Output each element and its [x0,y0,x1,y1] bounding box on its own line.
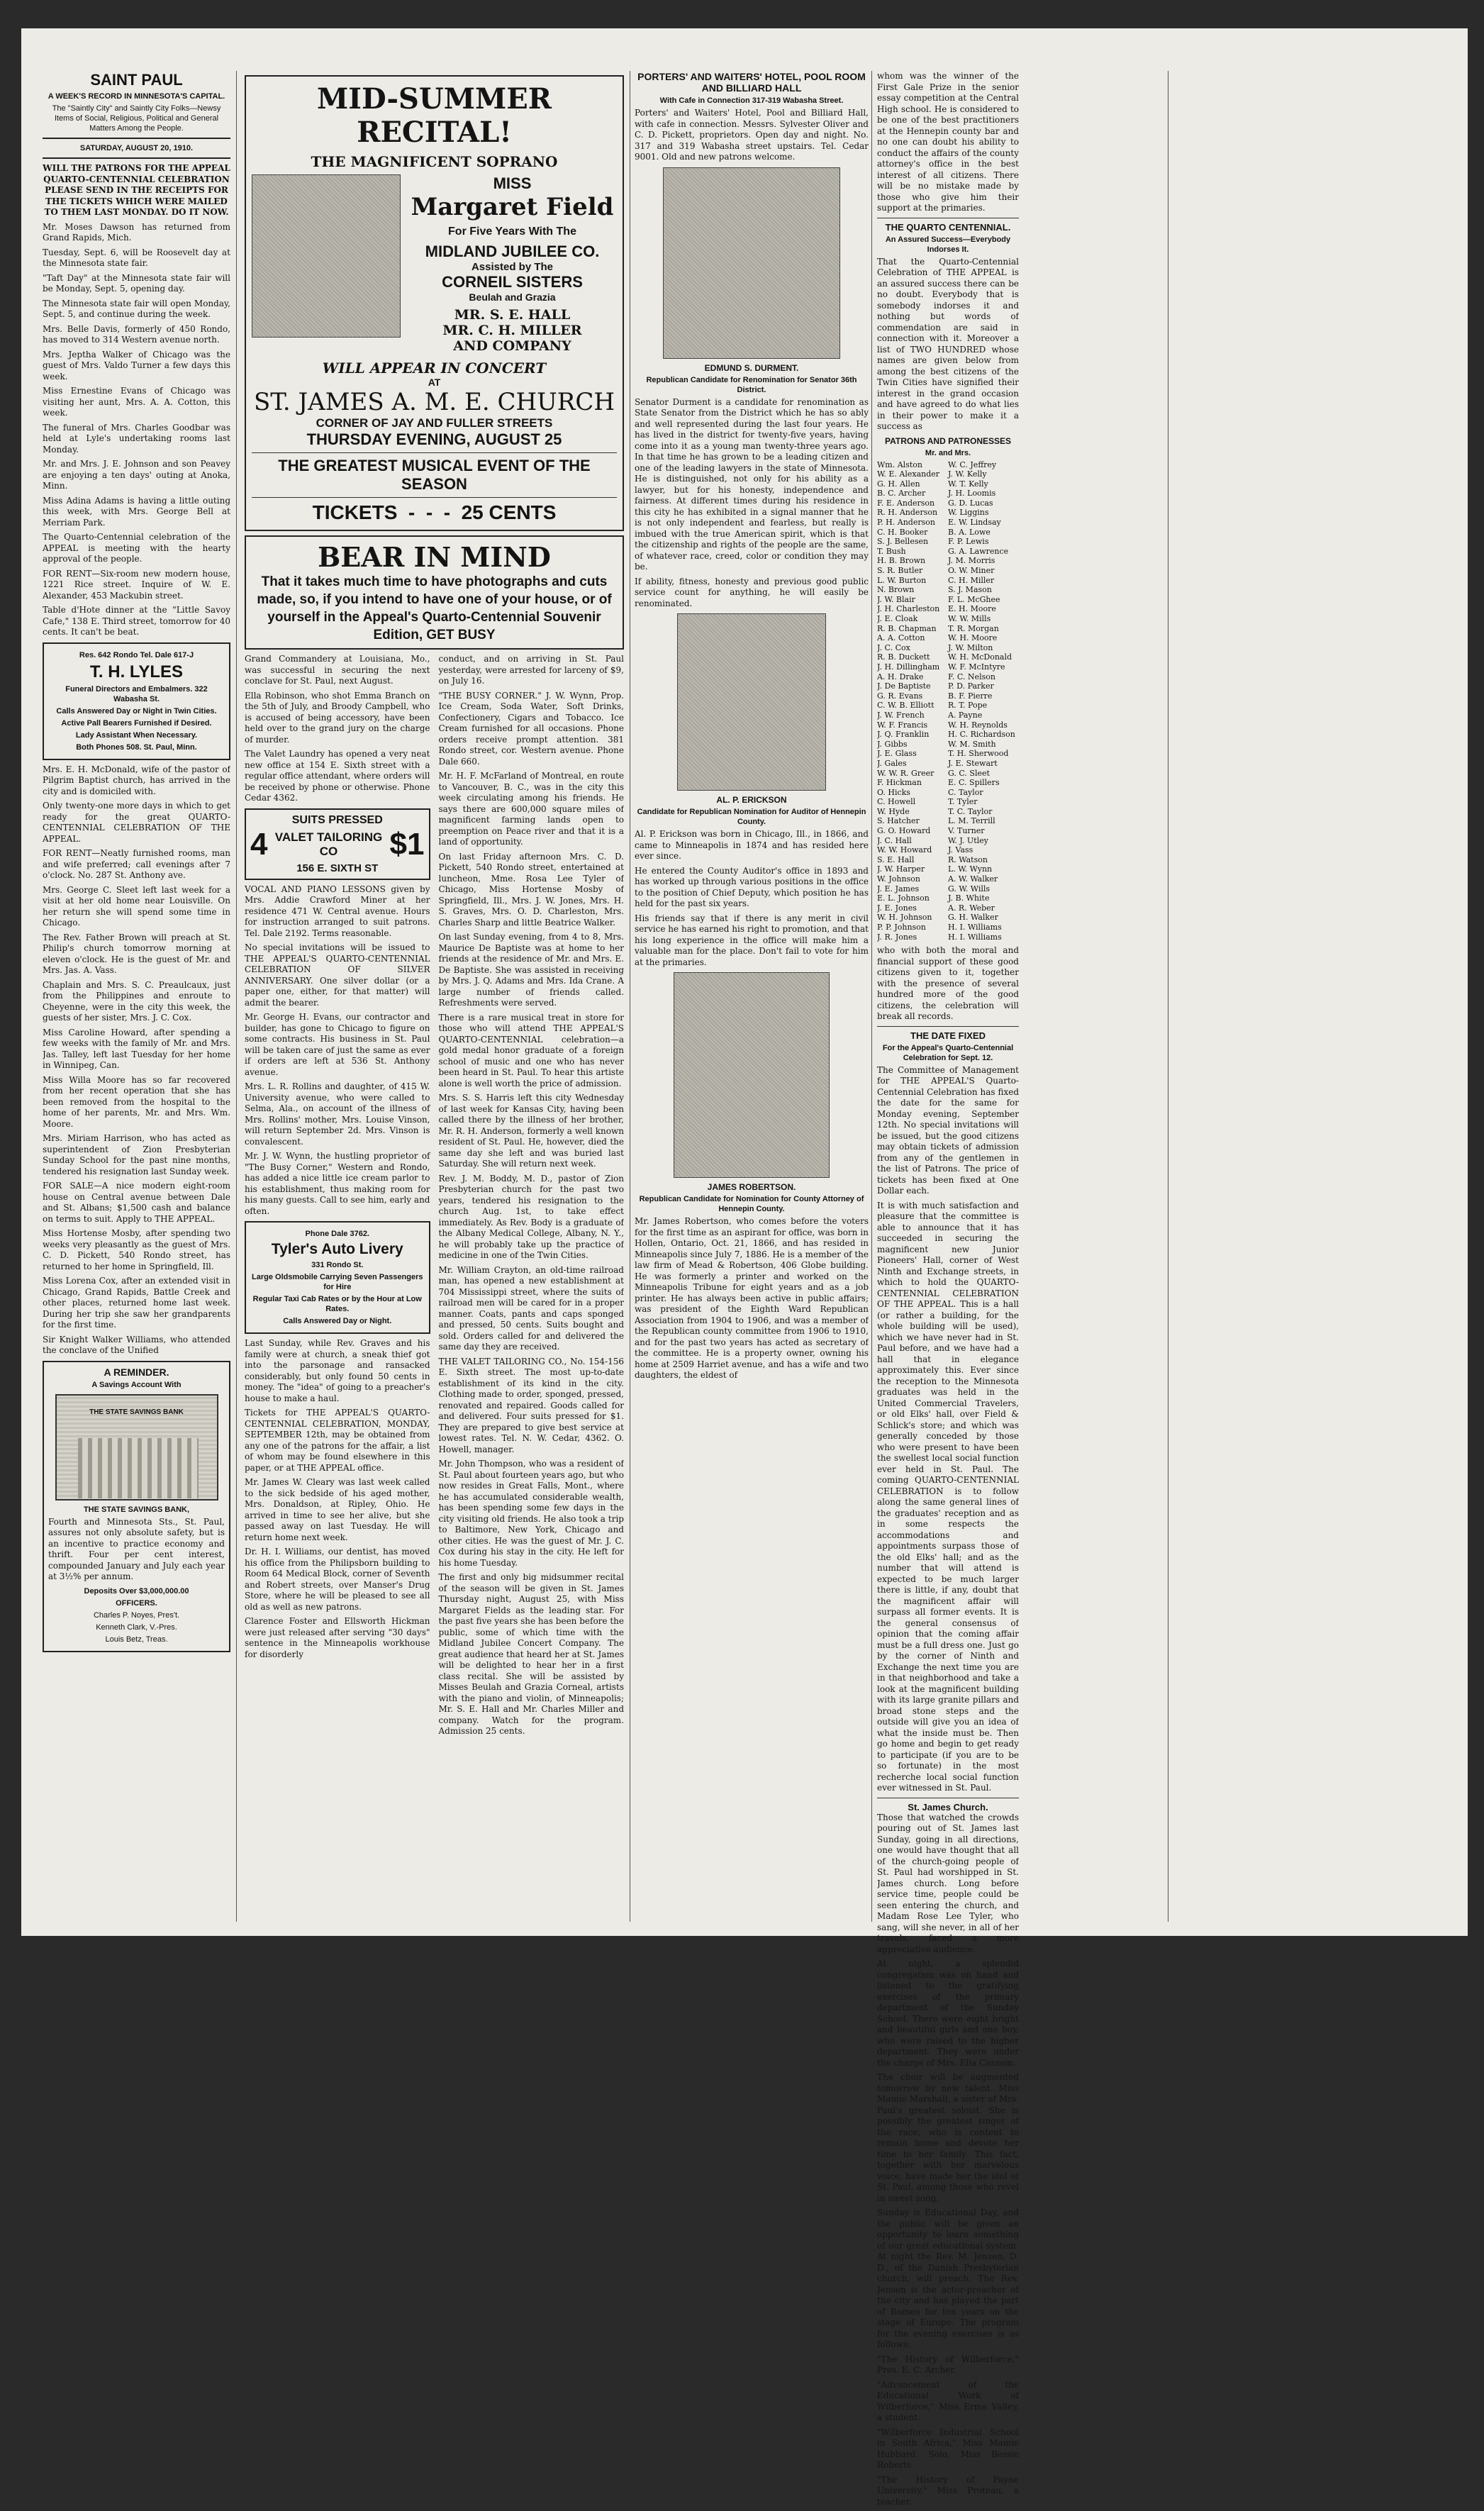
patron-name: F. P. Lewis [948,537,989,547]
bear-in-mind-ad [245,535,624,650]
news-item: There is a rare musical treat in store for those who will attend THE APPEAL'S QUARTO-CENTENNIAL celebration—a gold medal honor graduate of a foreign school of music and one who has never been heard in St. Paul. To hear this artiste alone is well worth the price of admission. [438,1012,624,1089]
photo-caption: AL. P. ERICKSON [716,795,787,805]
patron-name: J. Vass [948,845,973,855]
patron-name: C. H. Booker [877,527,928,537]
patron-name: Wm. Alston [877,460,922,469]
bank-officer: Louis Betz, Treas. [105,1635,168,1644]
bank-building-illustration [55,1394,218,1501]
column-quarto-centennial [877,71,1019,2511]
recital-performer: MR. C. H. MILLER [442,323,582,338]
news-item: Mr. George H. Evans, our contractor and builder, has gone to Chicago to figure on some contracts. His business in St. Paul will be taken care of just the same as ever if orders are left at 536 St. Anthony avenue. [245,1012,430,1077]
patron-name: O. W. Miner [948,566,995,576]
portrait-al-erickson [677,613,826,791]
news-item: FOR RENT—Six-room new modern house, 1221 Rice street. Inquire of W. E. Alexander, 453 Mackubin street. [43,568,230,601]
ad-line: Lady Assistant When Necessary. [75,730,198,740]
recital-event: THE GREATEST MUSICAL EVENT OF THE SEASON [278,457,591,493]
article-subhead: With Cafe in Connection 317-319 Wabasha Street. [659,96,844,105]
patron-name: W. H. Reynolds [948,720,1008,730]
ad-number: 4 [250,826,268,862]
patron-name: E. L. Johnson [877,893,930,903]
article-headline: THE QUARTO CENTENNIAL. [885,221,1011,233]
patron-name: J. H. Dillingham [877,662,940,672]
bank-ad [43,1361,230,1652]
patron-name: W. H. McDonald [948,652,1012,662]
portrait-james-robertson [674,972,830,1178]
patron-name: T. Tyler [948,797,978,807]
patron-name: W. T. Kelly [948,479,988,489]
article-subhead: Republican Candidate for Renomination for Senator 36th District. [646,375,857,394]
article-text: Sunday is Educational Day, and the public will be given an opportunity to learn something of our great educational system. At night the Rev. M. Jensen, D. D., of the Danish Presbyterian church, will preach. The Rev. Jensen is the actor-preacher of the city and has played the part of Romeo for ten years on the stage of Europe. The program for the evening exercises is as follows: [877,2207,1019,2350]
column-saint-paul [43,71,230,1657]
patron-name: J. Gales [877,758,907,768]
article-text: The choir will be augmented tomorrow by new talent. Miss Mamie Marshall, a sister of Mrs. Paul's greatest soloist. She is possibly the greatest singer of the race, who is content to remain home and devote her time to her family. This fact, together with her marvelous voice, have made her the idol of St. Paul, among those who revel in sweet song. [877,2072,1019,2203]
ad-name: Tyler's Auto Livery [271,1241,403,1257]
recital-sisters-names: Beulah and Grazia [469,291,556,303]
news-item: Mrs. Belle Davis, formerly of 450 Rondo, has moved to 314 Western avenue north. [43,323,230,345]
patron-name: F. E. Anderson [877,498,935,508]
news-item: Mrs. L. R. Rollins and daughter, of 415 W. University avenue, who were called to Selma, Ala., on account of the illness of Mrs. Rollins' mother, Mrs. Louise Vinson, will return September 2d. Mrs. Vinson is convalescent. [245,1081,430,1147]
news-item: Mr. John Thompson, who was a resident of St. Paul about fourteen years ago, but who now resides in Great Falls, Mont., where he has accumulated considerable wealth, has been spending some few days in the city visiting old friends. He also took a trip to Baltimore, New York, Chicago and other cities. He was the guest of Mr. J. C. Cox during his stay in the city. He left for his home Tuesday. [438,1459,624,1568]
patron-name: L. M. Terrill [948,816,995,826]
patron-name: G. H. Walker [948,913,998,923]
news-item: Mr. H. F. McFarland of Montreal, en route to Vancouver, B. C., was in the city this week circulating among his friends. He says there are 600,000 square miles of magnificent farming lands open to preemption on Peace river and that it is a land of opportunity. [438,771,624,847]
patron-name: J. Gibbs [877,739,908,749]
ad-address: 331 Rondo St. [311,1261,364,1269]
patron-name: S. Hatcher [877,816,920,826]
patron-name: F. C. Nelson [948,672,995,681]
patron-name: W. Hyde [877,806,910,816]
article-headline: St. James Church. [908,1801,988,1813]
patron-name: G. R. Evans [877,691,923,701]
recital-sisters: CORNEIL SISTERS [442,273,583,291]
news-item: On last Sunday evening, from 4 to 8, Mrs. Maurice De Baptiste was at home to her friends at the residence of Mr. and Mrs. E. De Baptiste. She was assisted in receiving by Mrs. J. Q. Adams and Mrs. Ida Crane. A large number of friends called. Refreshments were served. [438,932,624,1008]
news-item: "THE BUSY CORNER." J. W. Wynn, Prop. Ice Cream, Soda Water, Soft Drinks, Confectionery, Cigars and Tobacco. Ice Cream furnished for all occasions. Phone orders receive prompt attention. 381 Rondo street, cor. Western avenue. Phone Dale 660. [438,690,624,767]
portrait-edmund-durment [663,167,840,359]
article-text: He entered the County Auditor's office in 1893 and has worked up through various positions in the office to the position of Chief Deputy, which position he has held for the past six years. [635,865,869,908]
news-item: The first and only big midsummer recital of the season will be given in St. James Thursday night, August 25, with Miss Margaret Fields as the leading star. For the past five years she has been before the public, some of which time with the Midland Jubilee Concert Company. The great audience that heard her at St. James will be delighted to hear her in a first class recital. She will be assisted by Misses Beulah and Grazia Corneal, artists with the piano and violin, of Minneapolis; Mr. S. E. Hall and Mr. Charles Miller and company. Watch for the program. Admission 25 cents. [438,1572,624,1736]
article-text: "Advancement of the Educational Work of Wilberforce," Miss Erma Valley, a student. [877,2379,1019,2423]
section-description: The "Saintly City" and Saintly City Folks—Newsy Items of Social, Religious, Political and General Matters Among the People. [52,104,221,133]
news-item: Tuesday, Sept. 6, will be Roosevelt day at the Minnesota state fair. [43,247,230,268]
patron-name: T. H. Sherwood [948,749,1009,759]
news-item: No special invitations will be issued to THE APPEAL'S QUARTO-CENTENNIAL CELEBRATION OF SILVER ANNIVERSARY. One silver dollar (or a paper one, either, for that matter) will admit the bearer. [245,942,430,1008]
article-text: His friends say that if there is any merit in civil service he has earned his right to promotion, and that his long experience in the office will make him a valuable man for the place. Don't fail to vote for him at the primaries. [635,913,869,967]
patron-name: S. J. Bellesen [877,537,929,547]
patron-name: A. Payne [948,710,983,720]
news-item: Mr. and Mrs. J. E. Johnson and son Peavey are enjoying a ten days' outing at Anoka, Minn. [43,459,230,491]
patron-name: H. C. Richardson [948,730,1015,740]
photo-caption: EDMUND S. DURMENT. [704,362,799,373]
ad-line: SUITS PRESSED [291,813,383,826]
patron-name: W. M. Smith [948,739,996,749]
news-item: Clarence Foster and Ellsworth Hickman were just released after serving "30 days" sentence in the Minneapolis workhouse for disorderly [245,1616,430,1659]
patron-name: C. H. Miller [948,575,995,585]
news-item: Miss Adina Adams is having a little outing this week, with Mrs. George Bell at Merriam Park. [43,495,230,528]
news-item: Sir Knight Walker Williams, who attended the conclave of the Unified [43,1334,230,1355]
recital-venue: ST. JAMES A. M. E. CHURCH [253,388,615,416]
patrons-list [877,460,1019,942]
recital-company: MIDLAND JUBILEE CO. [425,243,600,260]
bank-text: Fourth and Minnesota Sts., St. Paul, assures not only absolute safety, but is an incentive to practice economy and thrift. Four per cent interest, compounded January and July each year at 3½% per annum. [48,1516,225,1581]
news-item: Miss Caroline Howard, after spending a few weeks with the family of Mr. and Mrs. Jas. Talley, left last Tuesday for her home in Winnipeg, Can. [43,1027,230,1070]
patrons-subhead: Mr. and Mrs. [925,448,971,457]
ad-phone: Phone Dale 3762. [305,1230,369,1238]
patron-name: W. Johnson [877,874,920,884]
patron-name: W. C. Jeffrey [948,460,997,469]
column-candidates [635,71,869,1385]
patron-name: J. W. Milton [948,642,993,652]
tyler-auto-livery-ad [245,1221,430,1334]
news-item: VOCAL AND PIANO LESSONS given by Mrs. Addie Crawford Miner at her residence 471 W. Central avenue. Hours for instruction arranged to suit patrons. Tel. Dale 2192. Terms reasonable. [245,884,430,938]
lyles-ad [43,642,230,760]
portrait-margaret-field [252,174,401,338]
recital-years: For Five Years With The [448,226,576,238]
issue-date: SATURDAY, AUGUST 20, 1910. [79,144,194,152]
article-text: It is with much satisfaction and pleasure that the committee is able to announce that it has succeeded in securing the magnificent new Junior Pioneers' Hall, corner of West Ninth and Exchange streets, in which to hold the QUARTO-CENTENNIAL CELEBRATION OF THE APPEAL. This is a hall (or rather a building, for the whole building will be used), which we have never had in St. Paul before, and we have had a hall that in elegance approximately this. Ever since the reception to the Minnesota graduates was held in the United Commercial Travelers, or old Elks' hall, over Field & Schlick's store; and which was generally conceded by those who were present to have been the swellest local social function ever held in St. Paul. The coming QUARTO-CENTENNIAL CELEBRATION is to follow along the same general lines of the graduates' reception and as in some respects the accommodations and appointments surpass those of the old Elks' hall; and as the number that will attend is expected to be much larger there is little, if any, doubt that the magnificent affair will surpass all former events. It is the general consensus of opinion that the coming affair must be a full dress one. Just go by the corner of Ninth and Exchange the next time you are in that neighborhood and take a look at the magnificent building with its large granite pillars and broad stone steps and the outside will give you an idea of what the inside must be. Then go home and begin to get ready to participate (if you are to be so fortunate) in the most recherche local social function ever witnessed in St. Paul. [877,1200,1019,1793]
patron-name: A. A. Cotton [877,633,925,643]
recital-at: AT [428,377,441,388]
patron-name: W. H. Johnson [877,913,932,923]
patron-name: C. W. B. Elliott [877,701,935,711]
news-item: On last Friday afternoon Mrs. C. D. Pickett, 540 Rondo street, entertained at luncheon, Mme. Rosa Lee Tyler of Chicago, Miss Hortense Mosby of Springfield, Ill., Mrs. J. W. Jones, Mrs. H. S. Graves, Mrs. O. D. Charleston, Mrs. Charles Sharp and little Beatrice Walker. [438,851,624,928]
news-item: conduct, and on arriving in St. Paul yesterday, were arrested for larceny of $9, on July 16. [438,654,624,686]
news-item: Tickets for THE APPEAL'S QUARTO-CENTENNIAL CELEBRATION, MONDAY, SEPTEMBER 12th, may be obtained from any one of the patrons for the affair, a list of whom may be found elsewhere in this paper, or at THE APPEAL office. [245,1408,430,1473]
news-item: The Valet Laundry has opened a very neat new office at 154 E. Sixth street with a regular office attendant, where orders will be received by phone or otherwise. Phone Cedar 4362. [245,749,430,803]
ad-name: VALET TAILORING CO [274,830,383,858]
section-subtitle: A WEEK'S RECORD IN MINNESOTA'S CAPITAL. [48,92,225,101]
ad-subtitle: A Savings Account With [91,1380,182,1389]
patron-name: J. C. Cox [877,642,910,652]
patron-name: J. B. White [948,893,990,903]
column-recital [245,71,624,1741]
patron-name: P. D. Parker [948,681,994,691]
patron-name: J. E. James [877,884,920,893]
recital-appear: WILL APPEAR IN CONCERT [322,360,547,377]
patron-name: R. H. Anderson [877,508,938,518]
patron-name: G. C. Sleet [948,768,990,778]
patrons-column [948,460,1019,942]
patron-name: J. H. Loomis [948,489,996,499]
ad-line: Calls Answered Day or Night. [283,1317,392,1325]
news-item: The funeral of Mrs. Charles Goodbar was held at Lyle's undertaking rooms last Monday. [43,422,230,455]
patron-name: N. Brown [877,585,915,595]
patron-name: J. W. Harper [877,864,925,874]
patron-name: J. E. Jones [877,903,917,913]
article-subhead: An Assured Success—Everybody Indorses It. [885,235,1011,254]
patron-name: E. H. Moore [948,604,996,614]
patron-name: F. Hickman [877,778,922,788]
article-text: "The History of Wilberforce," Pres. E. C. Archer. [877,2354,1019,2376]
patron-name: S. R. Butler [877,566,923,576]
patron-name: J. Q. Franklin [877,730,930,740]
patron-name: P. P. Johnson [877,923,926,932]
patron-name: H. I. Williams [948,932,1002,942]
article-text: whom was the winner of the First Gale Prize in the senior essay competition at the Central High school. He is considered to be one of the best practitioners at the Hennepin county bar and no one can doubt his ability to conduct the affairs of the county attorney's office in the best interest of all citizens. There will be no mistake made by those who give him their support at the primaries. [877,71,1019,213]
patron-name: W. H. Moore [948,633,998,643]
article-text: "Wilberforce Industrial School in South Africa," Miss Mamie Hubbard. Solo, Miss Bessie Roberts. [877,2427,1019,2471]
patron-name: H. I. Williams [948,923,1002,932]
article-text: Mr. James Robertson, who comes before the voters for the first time as an aspirant for office, was born in Hollen, Ontario, Oct. 21, 1866, and has resided in Minneapolis since July 7, 1886. He is a member of the law firm of Mead & Robertson, 406 Globe building. He was formerly a printer and worked on the Minneapolis Tribune for eight years and as a job printer. He has always been active in public affairs; was president of the Eighth Ward Republican Association from 1904 to 1906, and was a member of the Republican county committee from 1906 to 1910, and for the past two years has acted as secretary of the committee. He is a property owner, owning his home at 2509 Harriet avenue, and has a wife and two daughters, the eldest of [635,1216,869,1380]
news-item: Mrs. E. H. McDonald, wife of the pastor of Pilgrim Baptist church, has arrived in the city and is domiciled with. [43,764,230,796]
article-text: who with both the moral and financial support of these good citizens given to it, together with the presence of several hundred more of the good citizens, the celebration will break all records. [877,945,1019,1022]
patron-name: W. F. McIntyre [948,662,1005,672]
news-item: Only twenty-one more days in which to get ready for the great QUARTO-CENTENNIAL CELEBRATION OF THE APPEAL. [43,801,230,844]
article-text: If ability, fitness, honesty and previous good public service count for anything, he will easily be renominated. [635,576,869,608]
recital-ad [245,75,624,531]
news-item: Mrs. George C. Sleet left last week for a visit at her old home near Louisville. On her return she will spend some time in Chicago. [43,884,230,928]
patron-name: W. E. Alexander [877,469,940,479]
patron-name: J. E. Cloak [877,614,918,623]
news-item: Ella Robinson, who shot Emma Branch on the 5th of July, and Broody Campbell, who is accused of being accessory, have been held over to the grand jury on the charge of murder. [245,690,430,745]
column-rule [871,71,872,1922]
bank-name: THE STATE SAVINGS BANK, [83,1505,190,1514]
valet-tailoring-ad [245,808,430,880]
news-item: The Minnesota state fair will open Monday, Sept. 5, and continue during the week. [43,298,230,319]
news-item: THE VALET TAILORING CO., No. 154-156 E. Sixth street. The most up-to-date establishment of its kind in the city. Clothing made to order, sponged, pressed, renovated and repaired. Goods called for and delivered. Four suits pressed for $1. They are prepared to give best service at lowest rates. Tel. N. W. Cedar, 4362. O. Howell, manager. [438,1356,624,1454]
news-item: The Rev. Father Brown will preach at St. Philip's church tomorrow morning at eleven o'clock. He is the guest of Mr. and Mrs. Jas. A. Vass. [43,932,230,975]
bank-officer: Kenneth Clark, V.-Pres. [96,1622,177,1632]
news-item: Miss Hortense Mosby, after spending two weeks very pleasantly as the guest of Mrs. C. D. Pickett, 540 Rondo street, has returned to her home in Springfield, Ill. [43,1228,230,1271]
bear-title: BEAR IN MIND [318,541,551,573]
news-item: FOR RENT—Neatly furnished rooms, man and wife preferred; call evenings after 7 o'clock. No. 287 St. Anthony ave. [43,848,230,880]
photo-caption: JAMES ROBERTSON. [707,1182,796,1192]
patron-name: P. H. Anderson [877,518,935,528]
ad-line: Active Pall Bearers Furnished if Desired. [61,718,212,728]
news-item: FOR SALE—A nice modern eight-room house on Central avenue between Dale and St. Albans; $1,500 cash and balance on terms to suit. Apply to THE APPEAL. [43,1181,230,1224]
article-subhead: Republican Candidate for Nomination for County Attorney of Hennepin County. [639,1195,864,1213]
news-item: Mr. Moses Dawson has returned from Grand Rapids, Mich. [43,221,230,243]
patron-name: L. W. Wynn [948,864,993,874]
article-text: At night, a splendid congregation was on hand and listened to the gratifying exercises of the primary department of the Sunday School. There were eight bright and beautiful girls and one boy, who were raised to the higher department. They were under the charge of Mrs. Ella Cannon. [877,1959,1019,2068]
recital-title: MID-SUMMER RECITAL! [316,82,552,149]
patron-name: J. E. Glass [877,749,917,759]
patron-name: W. Liggins [948,508,989,518]
patron-name: F. L. McGhee [948,594,1000,604]
ad-line: Regular Taxi Cab Rates or by the Hour at Low Rates. [252,1295,422,1313]
news-item: Mr. J. W. Wynn, the hustling proprietor of "The Busy Corner," Western and Rondo, has added a nice little ice cream parlor to his establishment, thus making room for his many guests. Call to see him, early and often. [245,1151,430,1216]
article-headline: PORTERS' AND WAITERS' HOTEL, POOL ROOM AND BILLIARD HALL [637,71,866,94]
section-title: SAINT PAUL [90,71,183,89]
patron-name: G. H. Allen [877,479,920,489]
recital-soprano: THE MAGNIFICENT SOPRANO [311,153,558,170]
patron-name: V. Turner [948,826,985,836]
recital-date: THURSDAY EVENING, AUGUST 25 [306,430,562,448]
patron-name: W. J. Utley [948,835,988,845]
article-text: Those that watched the crowds pouring out of St. James last Sunday, going in all directions, one would have thought that all of the church-going people of St. Paul had worshipped in St. James church. Long before service time, people could be seen entering the church, and Madam Rose Lee Tyler, who sang, will she never, in all of her travels, faced a more appreciative audience. [877,1812,1019,1954]
news-item: Grand Commandery at Louisiana, Mo., was successful in securing the next conclave for St. Paul, next August. [245,654,430,686]
recital-assisted: Assisted by The [471,261,554,273]
patrons-heading: PATRONS AND PATRONESSES [884,435,1011,446]
patron-name: J. E. Stewart [948,758,998,768]
patrons-column [877,460,948,942]
recital-corner: CORNER OF JAY AND FULLER STREETS [316,416,553,430]
recital-performer: AND COMPANY [453,338,571,354]
patron-name: A. H. Drake [877,672,924,681]
ad-line: Funeral Directors and Embalmers. 322 Wabasha St. [65,684,208,703]
news-item: Miss Ernestine Evans of Chicago was visiting her aunt, Mrs. A. A. Cotton, this week. [43,386,230,418]
patron-name: G. W. Wills [948,884,991,893]
patron-name: C. Taylor [948,787,983,797]
patron-name: J. W. Kelly [948,469,987,479]
patron-name: J. W. Blair [877,594,915,604]
patron-name: G. A. Lawrence [948,546,1009,556]
bank-sign: THE STATE SAVINGS BANK [89,1408,184,1416]
news-item: Rev. J. M. Boddy, M. D., pastor of Zion Presbyterian church for the past two years, tendered his resignation to the church Aug. 1st, to take effect immediately. As Rev. Body is a graduate of the Albany Medical College, Albany, N. Y., he will probably take up the practice of medicine in one of the Twin Cities. [438,1173,624,1260]
patron-name: W. W. R. Greer [877,768,935,778]
patron-name: A. R. Weber [948,903,995,913]
column-rule [236,71,237,1922]
patron-name: B. A. Lowe [948,527,991,537]
recital-name: Margaret Field [411,193,614,221]
bank-officer: Charles P. Noyes, Pres't. [93,1610,180,1620]
news-item: Mr. William Crayton, an old-time railroad man, has opened a new establishment at 704 Mississippi street, where the suits of railroad men will be cared for in a proper manner. Coats, pants and caps sponged and pressed, 50 cents. Suits bought and sold. Orders called for and delivered the same day they are received. [438,1264,624,1352]
patron-name: T. Bush [877,546,906,556]
article-headline: THE DATE FIXED [910,1030,986,1041]
patron-name: B. F. Pierre [948,691,993,701]
news-item: Dr. H. I. Williams, our dentist, has moved his office from the Philipsborn building to Room 64 Medical Block, corner of Seventh and Robert streets, over Manser's Drug Store, where he will be pleased to see all old as well as new patrons. [245,1547,430,1612]
patron-name: R. B. Chapman [877,623,937,633]
bear-text: That it takes much time to have photographs and cuts made, so, if you intend to have one of your house, or of yourself in the Appeal's Quarto-Centennial Souvenir Edition, GET BUSY [257,574,612,642]
patron-name: A. W. Walker [948,874,998,884]
article-text: Porters' and Waiters' Hotel, Pool and Billiard Hall, with cafe in connection. Messrs. Sylvester Oliver and C. D. Pickett, proprietors. Open day and night. No. 317 and 319 Wabasha street upstairs. Tel. Cedar 9001. Old and new patrons welcome. [635,108,869,162]
patron-name: R. T. Pope [948,701,988,711]
patron-name: S. E. Hall [877,854,915,864]
patron-name: G. D. Lucas [948,498,993,508]
recital-tickets: TICKETS - - - 25 CENTS [312,501,557,523]
patron-name: H. B. Brown [877,556,926,566]
patron-name: C. Howell [877,797,916,807]
patron-name: S. J. Mason [948,585,992,595]
news-item: Chaplain and Mrs. S. C. Preaulcaux, just from the Philippines and enroute to Cheyenne, were in the city this week, the guests of her sister, Mrs. J. C. Cox. [43,979,230,1023]
patron-name: R. Watson [948,854,988,864]
ad-name: T. H. LYLES [89,662,184,681]
patron-name: T. C. Taylor [948,806,993,816]
news-item: Last Sunday, while Rev. Graves and his family were at church, a sneak thief got into the parsonage and ransacked considerably, but only found 50 cents in money. The "idea" of going to a preacher's house to make a haul. [245,1338,430,1403]
bank-officers-title: OFFICERS. [116,1598,157,1608]
recital-miss: MISS [493,174,532,192]
patron-name: W. W. Howard [877,845,932,855]
patron-name: R. B. Duckett [877,652,930,662]
patron-name: J. M. Morris [948,556,995,566]
patron-name: G. O. Howard [877,826,931,836]
news-item: Mrs. Miriam Harrison, who has acted as superintendent of Zion Presbyterian Sunday School for the past nine months, tendered his resignation last Sunday week. [43,1133,230,1176]
patron-name: L. W. Burton [877,575,927,585]
ad-phones: Res. 642 Rondo Tel. Dale 617-J [79,650,194,659]
article-text: Al. P. Erickson was born in Chicago, Ill., in 1866, and came to Minneapolis in 1874 and has resided here ever since. [635,829,869,861]
news-item: "Taft Day" at the Minnesota state fair will be Monday, Sept. 5, opening day. [43,272,230,294]
patron-name: J. R. Jones [877,932,917,942]
patron-name: J. H. Charleston [877,604,940,614]
news-item: Mrs. S. S. Harris left this city Wednesday of last week for Kansas City, having been called there by the illness of her brother, Mr. R. H. Anderson, formerly a well known resident of St. Paul. He, however, died the same day she left and was buried last Saturday. She will return next week. [438,1093,624,1169]
ad-line: Large Oldsmobile Carrying Seven Passengers for Hire [252,1273,423,1291]
article-text: Senator Durment is a candidate for renomination as State Senator from the District which he has so ably and well represented during the last four years. He has lived in the district for twenty-five years, having come into it as a young man twenty-three years ago. In that time he has grown to be a leading citizen and one of the leading lawyers in the state of Minnesota. He is distinguished, not only for his ability as a lawyer, but for his honesty, independence and fairness. At different times during his residence in this city he has exhibited in a signal manner that he is not only independent and fearless, but really is imbued with the true American spirit, which is that the citizenship and rights of the people are the same, of whatever race, creed, color or condition they may be. [635,396,869,572]
bank-deposits: Deposits Over $3,000,000.00 [84,1586,189,1596]
news-item: Table d'Hote dinner at the "Little Savoy Cafe," 138 E. Third street, tomorrow for 40 cents. It can't be beat. [43,605,230,637]
news-item: Miss Lorena Cox, after an extended visit in Chicago, Grand Rapids, Battle Creek and other places, returned home last week. During her trip she saw her grandparents for the first time. [43,1276,230,1330]
recital-performer: MR. S. E. HALL [454,307,571,323]
news-item: Mr. James W. Cleary was last week called to the sick bedside of his aged mother, Mrs. Donaldson, at Ripley, Ohio. He arrived in time to see her alive, but she passed away on last Tuesday. He will return home next week. [245,1477,430,1542]
article-text: The Committee of Management for THE APPEAL'S Quarto-Centennial Celebration has fixed the date for the same for Monday evening, September 12th. No special invitations will be issued, but the good citizens may obtain tickets of admission from any of the gentlemen in the list of Patrons. The price of tickets has been fixed at One Dollar each. [877,1064,1019,1196]
ad-title: A REMINDER. [104,1366,169,1378]
article-text: "The History of Payne University," Miss Proteau, a teacher. [877,2474,1019,2507]
news-item: The Quarto-Centennial celebration of the APPEAL is meeting with the hearty approval of the people. [43,532,230,564]
patron-name: E. C. Spillers [948,778,1000,788]
patron-name: W. F. Francis [877,720,928,730]
patron-name: J. W. French [877,710,925,720]
patron-name: W. W. Mills [948,614,991,623]
news-item: Miss Willa Moore has so far recovered from her recent operation that she has been removed from the hospital to the home of her parents, Mr. and Mrs. Wm. Moore. [43,1074,230,1129]
patron-name: O. Hicks [877,787,910,797]
patron-name: T. R. Morgan [948,623,999,633]
news-item: Mrs. Jeptha Walker of Chicago was the guest of Mrs. Valdo Turner a few days this week. [43,349,230,382]
patron-name: J. De Baptiste [877,681,931,691]
patron-name: B. C. Archer [877,489,926,499]
notice: WILL THE PATRONS FOR THE APPEAL QUARTO-CENTENNIAL CELEBRATION PLEASE SEND IN THE RECEIPTS FOR THE TICKETS WHICH WERE MAILED TO THEM LAST MONDAY. DO IT NOW. [43,163,230,217]
article-subhead: For the Appeal's Quarto-Centennial Celebration for Sept. 12. [882,1043,1014,1062]
ad-price: $1 [389,826,425,862]
ad-address: 156 E. SIXTH ST [296,862,379,874]
article-subhead: Candidate for Republican Nomination for Auditor of Hennepin County. [637,808,866,826]
article-text: That the Quarto-Centennial Celebration of THE APPEAL is an assured success there can be no doubt. Everybody that is somebody indorses it and nothing but words of commendation are said in connection with it. Moreover a list of TWO HUNDRED whose names are given below from among the best citizens of the Twin Cities have signified their interest in the grand occasion and have agreed to do what lies in their power to make it a success as [877,256,1019,431]
patron-name: J. C. Hall [877,835,912,845]
ad-line: Both Phones 508. St. Paul, Minn. [76,742,197,752]
patron-name: E. W. Lindsay [948,518,1001,528]
ad-line: Calls Answered Day or Night in Twin Cities. [56,706,217,716]
